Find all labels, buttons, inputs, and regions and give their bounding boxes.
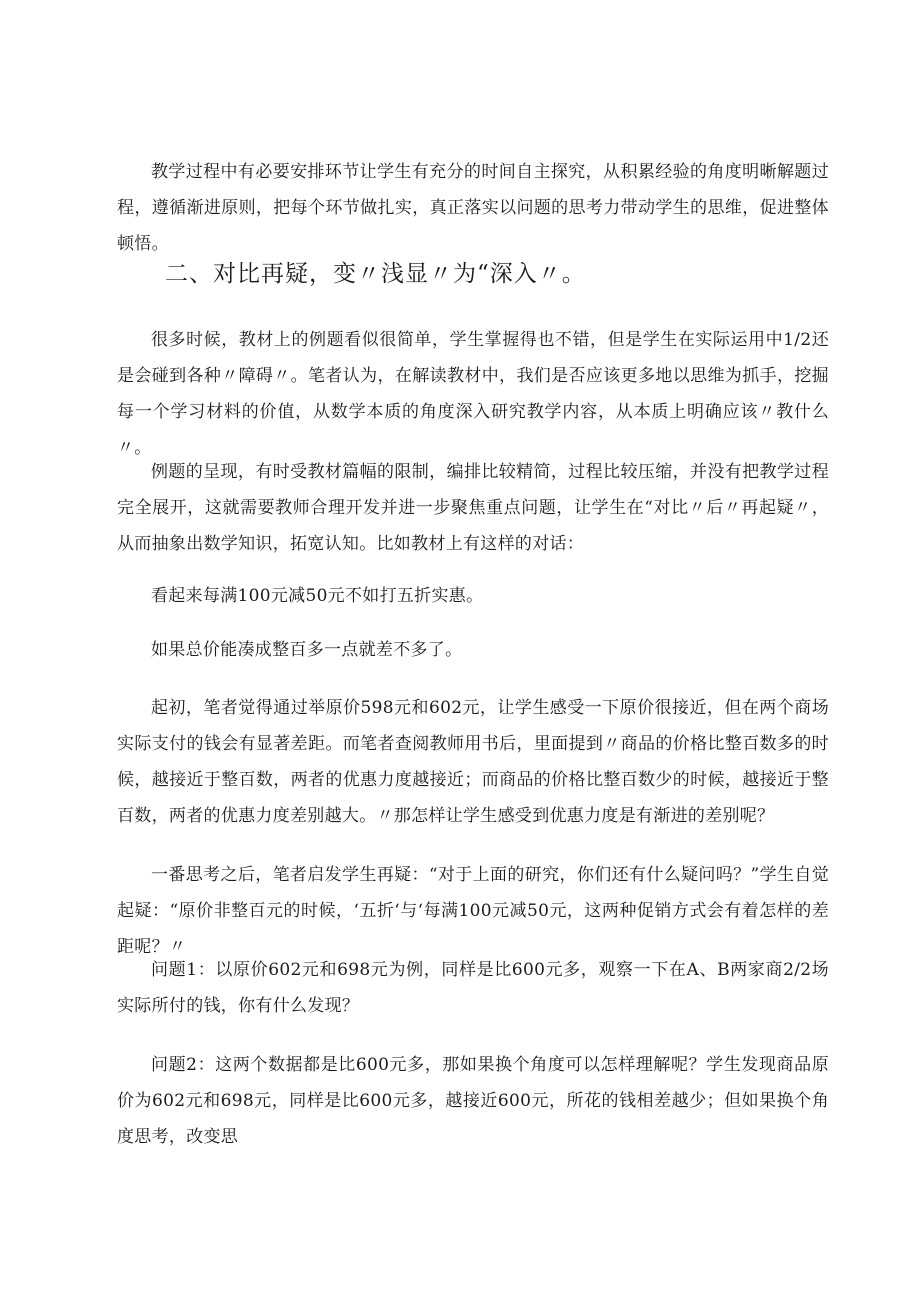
paragraph-question-2: 问题2：这两个数据都是比600元多，那如果换个角度可以怎样理解呢？学生发现商品原价为602元和698元，同样是比600元多，越接近600元，所花的钱相差越少；但如果换个角度思考，改变思 — [117, 1055, 829, 1147]
paragraph-reflection: 一番思考之后，笔者启发学生再疑：“对于上面的研究，你们还有什么疑问吗？”学生自觉起疑：“原价非整百元的时候，‘五折‘与‘每满100元减50元，这两种促销方式会有着怎样的差距呢？〃 — [117, 865, 829, 957]
paragraph-dialogue-2: 如果总价能凑成整百多一点就差不多了。 — [151, 640, 463, 660]
paragraph-dialogue-1: 看起来每满100元减50元不如打五折实惠。 — [151, 586, 484, 606]
paragraph-initially: 起初，笔者觉得通过举原价598元和602元，让学生感受一下原价很接近，但在两个商场实际支付的钱会有显著差距。而笔者查阅教师用书后，里面提到〃商品的价格比整百数多的时候，越接近于整百数，两者的优惠力度越接近；而商品的价格比整百数少的时候，越接近于整百数，两者的优惠力度差别越大。〃那怎样让学生感受到优惠力度是有渐进的差别呢？ — [117, 698, 829, 826]
section-heading: 二、对比再疑，变〃浅显〃为“深入〃。 — [165, 261, 586, 287]
paragraph-question-1: 问题1：以原价602元和698元为例，同样是比600元多，观察一下在A、B两家商2/2场实际所付的钱，你有什么发现？ — [117, 960, 829, 1016]
paragraph-textbook-examples: 很多时候，教材上的例题看似很简单，学生掌握得也不错，但是学生在实际运用中1/2还是会碰到各种〃障碍〃。笔者认为，在解读教材中，我们是否应该更多地以思维为抓手，挖掘每一个学习材料的价值，从数学本质的角度深入研究教学内容，从本质上明确应该〃教什么〃。 — [117, 330, 829, 458]
paragraph-intro: 教学过程中有必要安排环节让学生有充分的时间自主探究，从积累经验的角度明晰解题过程，遵循渐进原则，把每个环节做扎实，真正落实以问题的思考力带动学生的思维，促进整体顿悟。 — [117, 162, 829, 254]
paragraph-example-presentation: 例题的呈现，有时受教材篇幅的限制，编排比较精简，过程比较压缩，并没有把教学过程完全展开，这就需要教师合理开发并进一步聚焦重点问题，让学生在“对比〃后〃再起疑〃，从而抽象出数学知识，拓宽认知。比如教材上有这样的对话： — [117, 462, 829, 554]
